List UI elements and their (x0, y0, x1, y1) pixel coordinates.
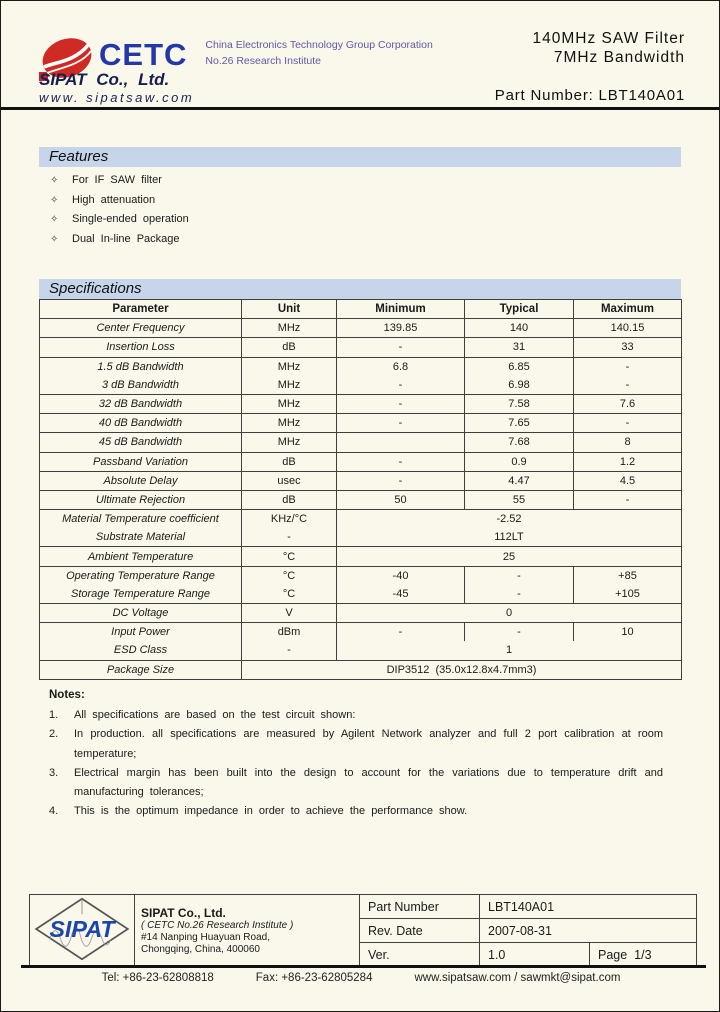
spec-cell-unit: V (242, 604, 337, 623)
note-number: 4. (49, 805, 59, 818)
specifications-section (39, 279, 681, 680)
footer-address-line2: Chongqing, China, 400060 (141, 943, 260, 955)
spec-cell-parameter: DC Voltage (40, 604, 242, 623)
note-number: 3. (49, 766, 59, 779)
note-text: Electrical margin has been built into the design to account for the variations due to temperature drift and manufacturing tolerances; (74, 766, 663, 799)
list-item (49, 764, 663, 803)
spec-cell-typ: 31 (465, 338, 574, 357)
spec-cell-min: - (337, 394, 465, 413)
note-number: 1. (49, 709, 59, 721)
table-row (40, 319, 682, 338)
diamond-bullet-icon: ✧ (50, 175, 59, 186)
table-row (40, 528, 682, 547)
spec-cell-parameter: Insertion Loss (40, 338, 242, 357)
spec-cell-min: 50 (337, 490, 465, 509)
institute-line: No.26 Research Institute (205, 55, 321, 67)
spec-cell-merged: -2.52 (337, 510, 682, 529)
spec-cell-typ: 7.65 (465, 414, 574, 433)
spec-cell-parameter: Ultimate Rejection (40, 490, 242, 509)
table-row (40, 660, 682, 679)
spec-cell-unit: °C (242, 585, 337, 604)
cetc-logo-text: CETC (99, 37, 188, 72)
spec-cell-max: - (574, 376, 682, 395)
spec-cell-max: 10 (574, 623, 682, 642)
spec-cell-max: - (574, 414, 682, 433)
spec-cell-max: 140.15 (574, 319, 682, 338)
spec-cell-parameter: ESD Class (40, 641, 242, 660)
table-row (40, 623, 682, 642)
product-title (532, 29, 685, 67)
spec-cell-parameter: Center Frequency (40, 319, 242, 338)
specifications-title: Specifications (39, 279, 681, 299)
spec-cell-typ: 6.98 (465, 376, 574, 395)
spec-cell-unit: usec (242, 471, 337, 490)
footer-table (29, 894, 697, 967)
notes-section (49, 689, 663, 822)
list-item (49, 802, 663, 821)
column-header: Parameter (40, 300, 242, 319)
spec-cell-parameter: Input Power (40, 623, 242, 642)
spec-cell-unit: MHz (242, 357, 337, 376)
features-title: Features (39, 147, 681, 167)
spec-cell-parameter: 40 dB Bandwidth (40, 414, 242, 433)
website-url: www. sipatsaw.com (39, 90, 195, 105)
spec-cell-parameter: Package Size (40, 660, 242, 679)
list-item (39, 171, 681, 191)
spec-cell-typ: 6.85 (465, 357, 574, 376)
spec-cell-parameter: 45 dB Bandwidth (40, 433, 242, 452)
spec-cell-unit: °C (242, 547, 337, 566)
spec-cell-typ: 4.47 (465, 471, 574, 490)
list-item (39, 230, 681, 250)
list-item (39, 210, 681, 230)
web-email-text: www.sipatsaw.com / sawmkt@sipat.com (414, 972, 621, 984)
spec-cell-parameter: Substrate Material (40, 528, 242, 547)
fax-text: Fax: +86-23-62805284 (255, 972, 373, 984)
spec-cell-min: - (337, 338, 465, 357)
feature-text: High attenuation (72, 193, 156, 206)
spec-cell-max: 33 (574, 338, 682, 357)
note-text: In production. all specifications are measured by Agilent Network analyzer and full 2 port calibration at room temperature; (74, 728, 663, 760)
spec-cell-merged: 0 (337, 604, 682, 623)
spec-cell-parameter: 3 dB Bandwidth (40, 376, 242, 395)
column-header: Minimum (337, 300, 465, 319)
cetc-subtitle-block (205, 31, 432, 69)
spec-cell-max: 4.5 (574, 471, 682, 490)
spec-cell-min: - (337, 414, 465, 433)
spec-cell-typ: - (465, 566, 574, 585)
spec-cell-typ: 0.9 (465, 452, 574, 471)
table-row (40, 338, 682, 357)
sipat-company-name: SIPAT Co., Ltd. (39, 70, 170, 89)
spec-cell-merged: 112LT (337, 528, 682, 547)
spec-cell-typ: 7.68 (465, 433, 574, 452)
spec-cell-typ: - (465, 585, 574, 604)
spec-cell-typ: 140 (465, 319, 574, 338)
spec-cell-min: - (337, 452, 465, 471)
footer-company-name: SIPAT Co., Ltd. (141, 905, 226, 920)
header-divider-rule (1, 107, 720, 110)
spec-cell-unit: dB (242, 338, 337, 357)
features-list (39, 171, 681, 250)
spec-cell-typ: 55 (465, 490, 574, 509)
list-item (39, 191, 681, 211)
spec-cell-unit: MHz (242, 319, 337, 338)
table-row (40, 566, 682, 585)
spec-cell-merged: 1 (337, 641, 682, 660)
spec-cell-min: - (337, 471, 465, 490)
table-row (40, 641, 682, 660)
spec-cell-typ: - (465, 623, 574, 642)
table-row (40, 433, 682, 452)
sipat-logo-icon (34, 897, 130, 961)
spec-cell-max: +85 (574, 566, 682, 585)
contact-line (1, 972, 720, 984)
spec-cell-parameter: Material Temperature coefficient (40, 510, 242, 529)
table-row (40, 414, 682, 433)
list-item (49, 725, 663, 764)
product-title-line2: 7MHz Bandwidth (553, 49, 685, 66)
column-header: Unit (242, 300, 337, 319)
part-number-heading: Part Number: LBT140A01 (494, 87, 685, 104)
spec-cell-min: - (337, 376, 465, 395)
spec-cell-max: +105 (574, 585, 682, 604)
spec-cell-unit: MHz (242, 414, 337, 433)
product-title-line1: 140MHz SAW Filter (532, 30, 685, 47)
diamond-bullet-icon: ✧ (50, 214, 59, 226)
company-name-line: China Electronics Technology Group Corporation (205, 39, 433, 51)
version-label: Ver. (360, 943, 480, 967)
spec-cell-unit: MHz (242, 433, 337, 452)
note-text: All specifications are based on the test circuit shown: (74, 709, 356, 721)
specifications-table (39, 299, 682, 680)
table-row (40, 604, 682, 623)
spec-cell-unit: MHz (242, 376, 337, 395)
spec-cell-min: -40 (337, 566, 465, 585)
list-item (49, 706, 663, 725)
column-header: Maximum (574, 300, 682, 319)
footer-address-line1: #14 Nanping Huayuan Road, (141, 931, 270, 943)
note-text: This is the optimum impedance in order to achieve the performance show. (74, 805, 468, 818)
spec-cell-min: - (337, 623, 465, 642)
table-row (40, 547, 682, 566)
spec-cell-parameter: 1.5 dB Bandwidth (40, 357, 242, 376)
feature-text: For IF SAW filter (72, 174, 162, 186)
spec-cell-parameter: Absolute Delay (40, 471, 242, 490)
spec-cell-min: 139.85 (337, 319, 465, 338)
spec-cell-typ: 7.58 (465, 394, 574, 413)
spec-cell-unit: - (242, 528, 337, 547)
spec-cell-parameter: Passband Variation (40, 452, 242, 471)
rev-date-value: 2007-08-31 (480, 919, 697, 943)
spec-cell-unit: dB (242, 490, 337, 509)
table-row (40, 357, 682, 376)
spec-cell-min (337, 433, 465, 452)
feature-text: Dual In-line Package (72, 233, 180, 246)
spec-cell-unit: °C (242, 566, 337, 585)
footer-company-subtitle: ( CETC No.26 Research Institute ) (141, 919, 294, 931)
part-number-label: Part Number (360, 895, 480, 919)
column-header: Typical (465, 300, 574, 319)
spec-cell-merged: DIP3512 (35.0x12.8x4.7mm3) (242, 660, 682, 679)
spec-cell-unit: KHz/°C (242, 510, 337, 529)
table-row (40, 394, 682, 413)
footer-company-cell (135, 895, 360, 967)
table-row (40, 510, 682, 529)
feature-text: Single-ended operation (72, 213, 189, 226)
footer-info-block (29, 894, 696, 967)
spec-header-row (40, 300, 682, 319)
note-number: 2. (49, 728, 59, 741)
page-value: 1/3 (634, 947, 652, 962)
telephone-text: Tel: +86-23-62808818 (101, 972, 214, 984)
spec-cell-max: 1.2 (574, 452, 682, 471)
spec-cell-max: 8 (574, 433, 682, 452)
rev-date-label: Rev. Date (360, 919, 480, 943)
spec-cell-max: - (574, 490, 682, 509)
spec-cell-parameter: Ambient Temperature (40, 547, 242, 566)
version-value: 1.0 (480, 943, 590, 967)
sipat-logo (30, 895, 135, 967)
diamond-bullet-icon: ✧ (50, 194, 59, 206)
spec-cell-unit: dBm (242, 623, 337, 642)
part-number-value: LBT140A01 (480, 895, 697, 919)
spec-cell-unit: MHz (242, 394, 337, 413)
spec-cell-max: 7.6 (574, 394, 682, 413)
table-row (40, 490, 682, 509)
table-row (40, 585, 682, 604)
table-row (40, 471, 682, 490)
table-row (40, 376, 682, 395)
sipat-logo-text: SIPAT (49, 915, 115, 942)
spec-cell-max: - (574, 357, 682, 376)
page-indicator (590, 943, 697, 967)
spec-cell-parameter: Operating Temperature Range (40, 566, 242, 585)
table-row (30, 895, 697, 919)
features-section (39, 147, 681, 250)
spec-cell-parameter: 32 dB Bandwidth (40, 394, 242, 413)
spec-cell-merged: 25 (337, 547, 682, 566)
spec-cell-unit: dB (242, 452, 337, 471)
spec-cell-min: -45 (337, 585, 465, 604)
spec-cell-min: 6.8 (337, 357, 465, 376)
spec-cell-unit: - (242, 641, 337, 660)
footer-divider-rule (21, 965, 706, 968)
spec-cell-parameter: Storage Temperature Range (40, 585, 242, 604)
page-label: Page (598, 947, 628, 962)
diamond-bullet-icon: ✧ (50, 234, 59, 246)
table-row (40, 452, 682, 471)
notes-title: Notes: (49, 689, 85, 701)
